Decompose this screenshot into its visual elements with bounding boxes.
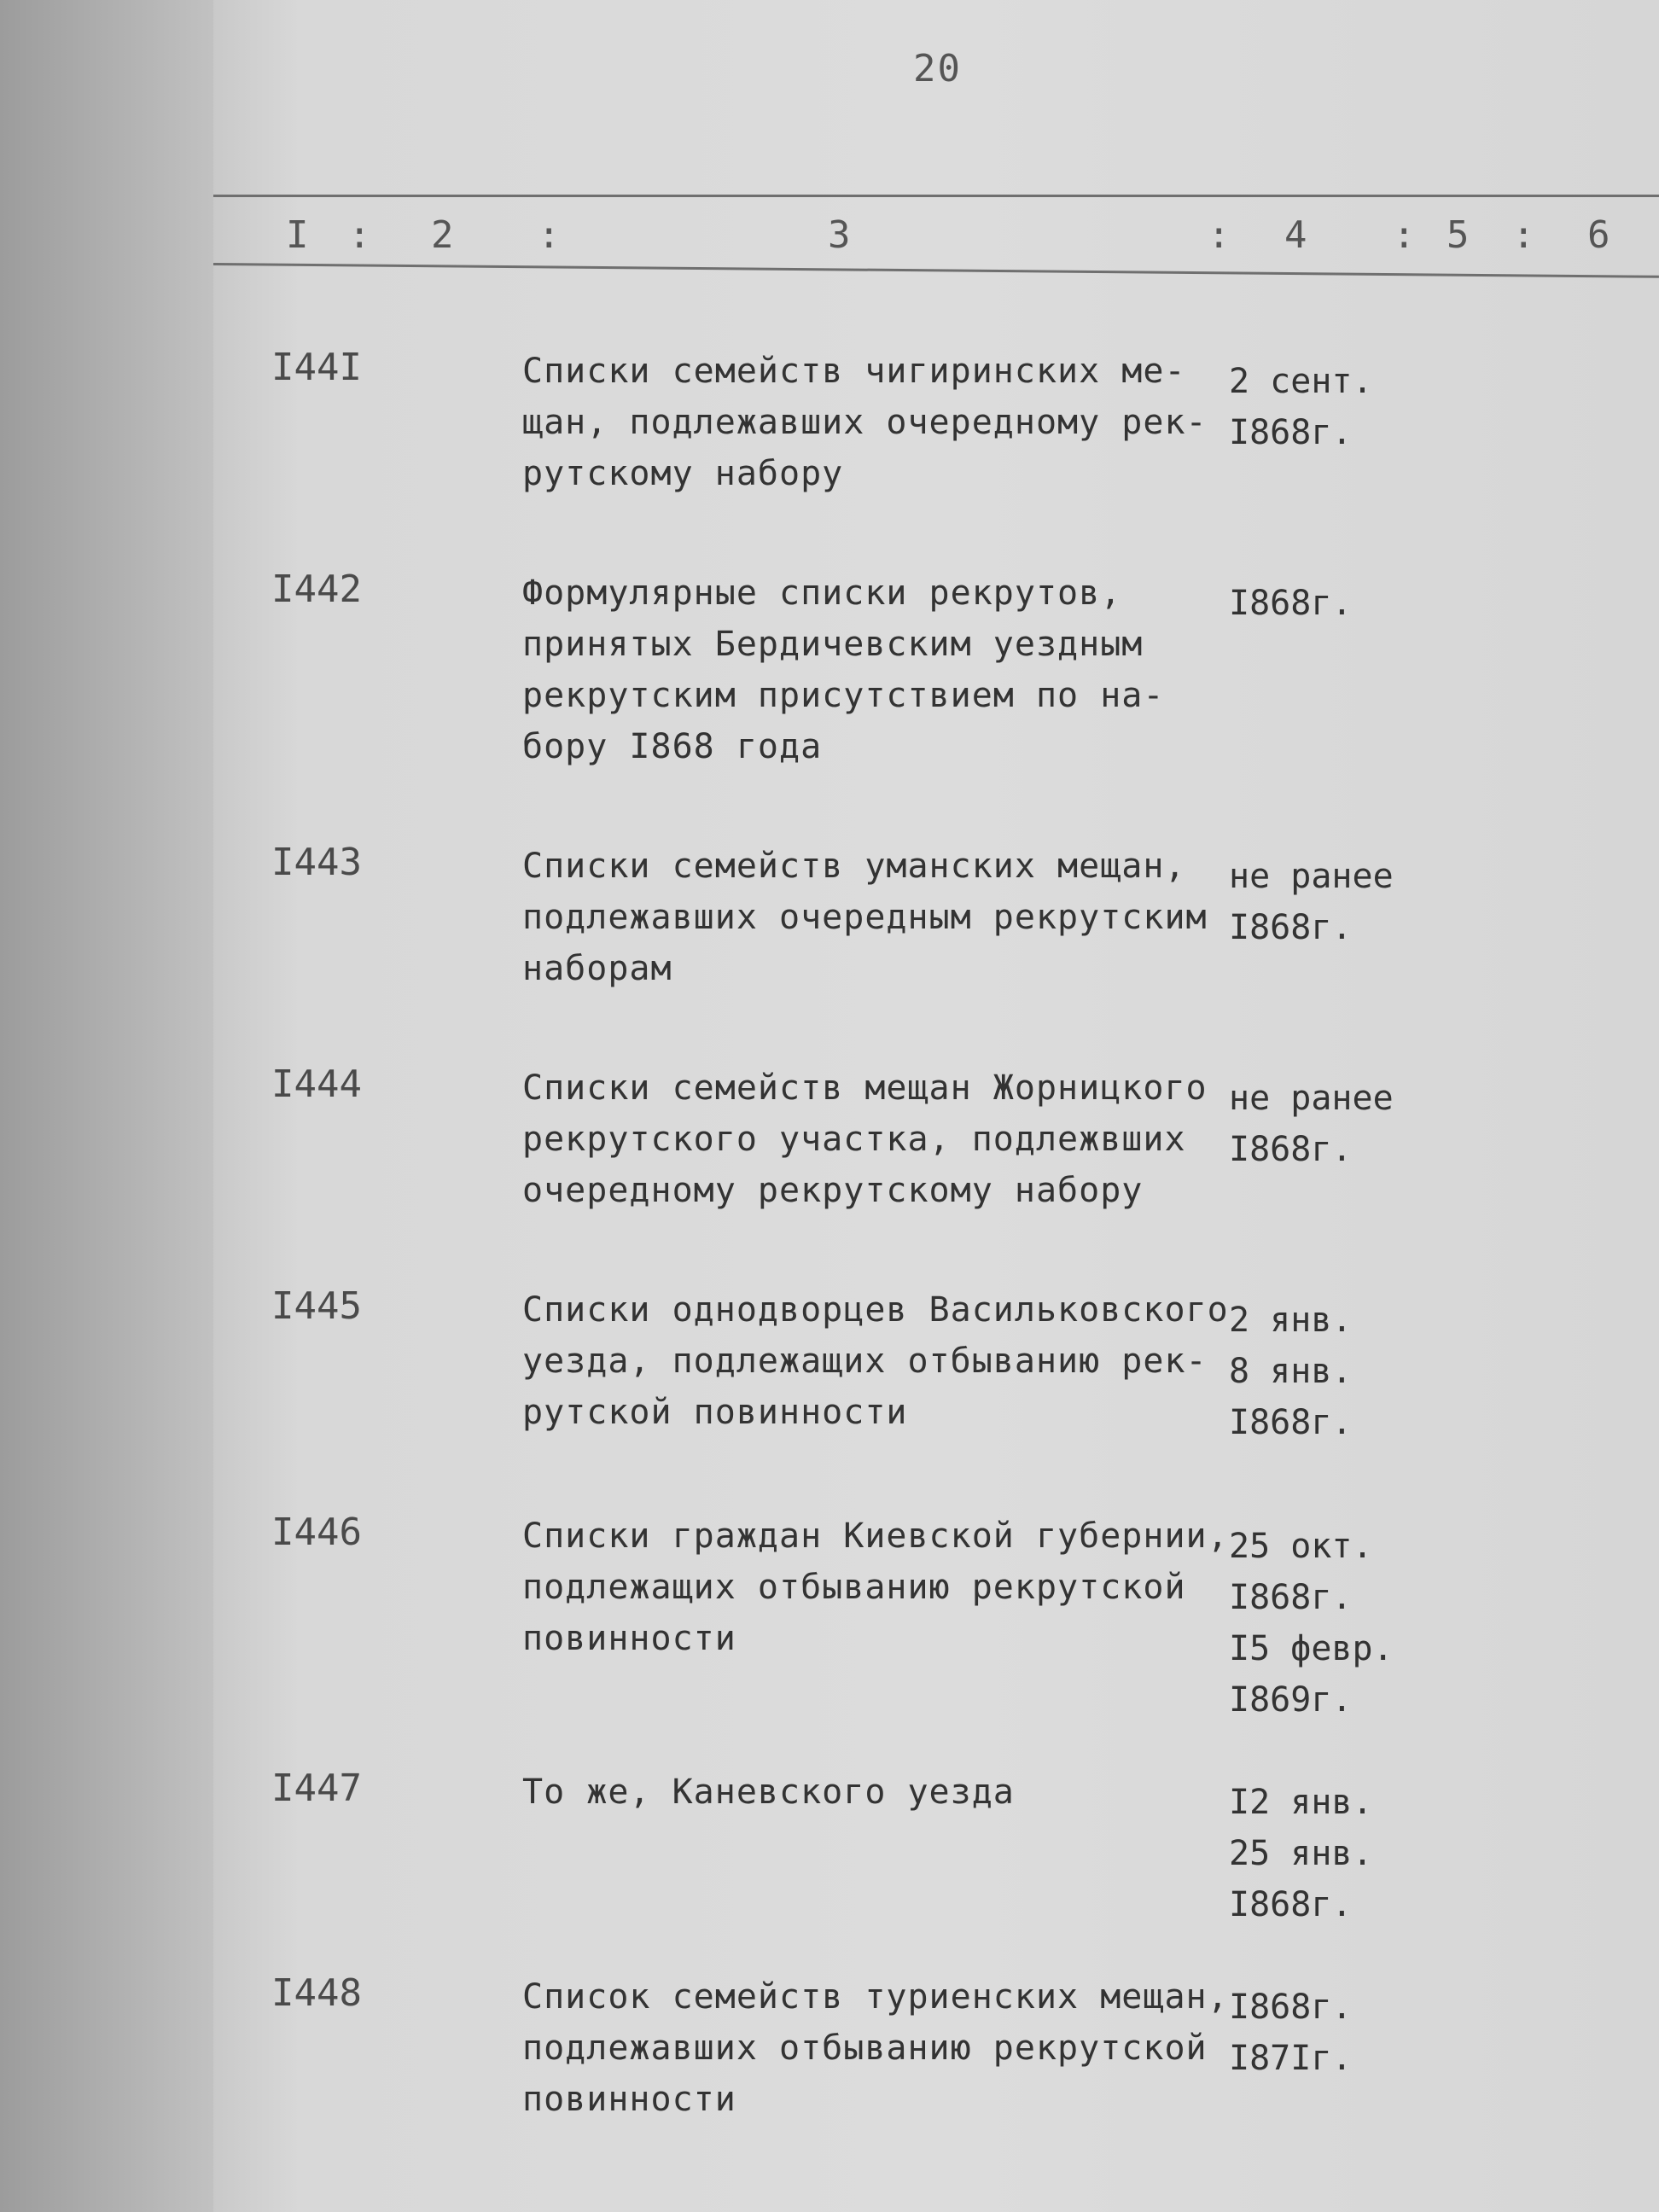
page-fold-shadow [0,0,222,2212]
entry-number: I442 [271,568,362,611]
entry-title: Формулярные списки рекрутов, принятых Бердичевским уездным рекрутским присутствием по на- бору I868 года [522,573,1165,766]
entry-number: I447 [271,1767,362,1810]
entry-number: I445 [271,1284,362,1328]
col-header-6: 6 [1587,213,1610,257]
col-header-sep: : [1393,213,1416,257]
entry-title: Списки однодворцев Васильковского уезда, подлежащих отбыванию рек- рутской повинности [522,1290,1229,1432]
page-number: 20 [913,47,962,90]
col-header-5: 5 [1447,213,1470,257]
col-header-3: 3 [828,213,851,257]
col-header-4: 4 [1284,213,1307,257]
entry-title: Списки семейств чигиринских ме- щан, подлежавших очередному рек- рутскому набору [522,352,1208,493]
entry-title: Списки семейств уманских мещан, подлежавших очередным рекрутским наборам [522,847,1208,988]
col-header-sep: : [538,213,561,257]
col-header-1: I [286,213,309,257]
entry-title: Списки граждан Киевской губернии, подлежащих отбыванию рекрутской повинности [522,1516,1229,1658]
entry-date: не ранее I868г. [1229,857,1394,947]
entry-number: I44I [271,346,362,389]
header-top-rule [213,195,1659,197]
entry-date: I2 янв. 25 янв. I868г. [1229,1783,1373,1924]
entry-title: Списки семейств мещан Жорницкого рекрутского участка, подлежвших очередному рекрутскому набору [522,1068,1208,1210]
entry-number: I448 [271,1971,362,2015]
entry-date: I868г. [1229,584,1353,623]
col-header-2: 2 [431,213,454,257]
entry-number: I446 [271,1511,362,1554]
col-header-sep: : [1512,213,1535,257]
entry-date: 2 янв. 8 янв. I868г. [1229,1301,1353,1442]
entry-date: 2 сент. I868г. [1229,362,1373,452]
col-header-sep: : [348,213,371,257]
entry-date: 25 окт. I868г. I5 февр. I869г. [1229,1527,1394,1720]
entry-number: I443 [271,841,362,884]
entry-date: не ранее I868г. [1229,1079,1394,1169]
entry-number: I444 [271,1062,362,1106]
entry-title: То же, Каневского уезда [522,1773,1015,1812]
entry-title: Список семейств туриенских мещан, подлежавших отбыванию рекрутской повинности [522,1977,1229,2119]
col-header-sep: : [1208,213,1231,257]
entry-date: I868г. I87Iг. [1229,1988,1353,2078]
